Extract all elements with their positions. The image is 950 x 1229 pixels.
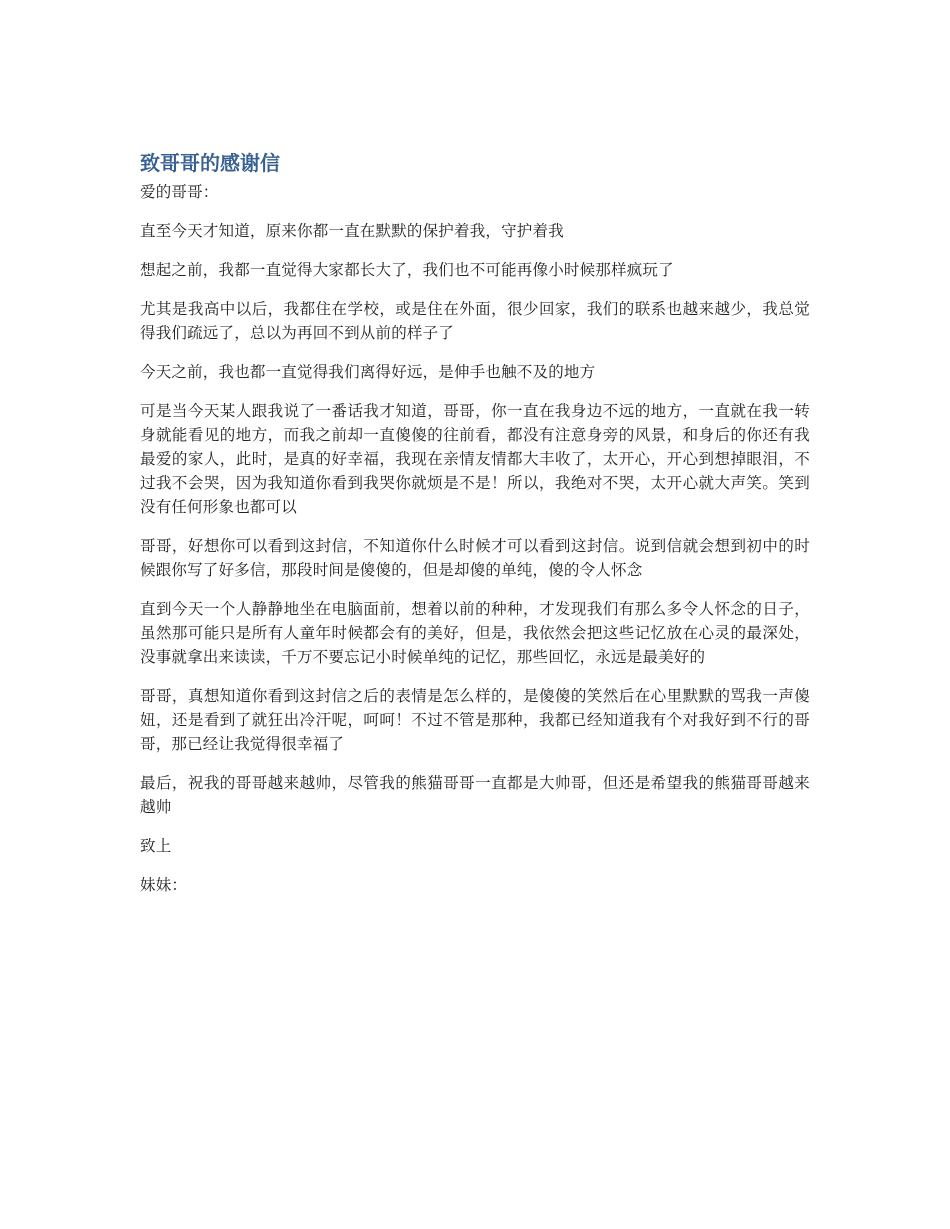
letter-paragraph: 直至今天才知道，原来你都一直在默默的保护着我，守护着我 [140,222,564,240]
letter-salutation: 爱的哥哥： [140,183,219,201]
letter-paragraph: 直到今天一个人静静地坐在电脑面前，想着以前的种种，才发现我们有那么多令人怀念的日子，虽然那可能只是所有人童年时候都会有的美好，但是，我依然会把这些记忆放在心灵的最深处，没事就拿出来读读，千万不要忘记小时候单纯的记忆，那些回忆，永远是最美好的 [140,600,810,666]
letter-closing: 致上 [140,837,172,855]
page-title: 致哥哥的感谢信 [140,151,280,175]
letter-paragraph: 可是当今天某人跟我说了一番话我才知道，哥哥，你一直在我身边不远的地方，一直就在我一转身就能看见的地方，而我之前却一直傻傻的往前看，都没有注意身旁的风景，和身后的你还有我最爱的家人，此时，是真的好幸福，我现在亲情友情都大丰收了，太开心，开心到想掉眼泪，不过我不会哭，因为我知道你看到我哭你就烦是不是！所以，我绝对不哭，太开心就大声笑。笑到没有任何形象也都可以 [140,402,810,516]
letter-signature: 妹妹： [140,876,188,894]
letter-paragraph: 今天之前，我也都一直觉得我们离得好远，是伸手也触不及的地方 [140,363,596,381]
letter-paragraph: 最后，祝我的哥哥越来越帅，尽管我的熊猫哥哥一直都是大帅哥，但还是希望我的熊猫哥哥越来越帅 [140,774,810,816]
letter-paragraph: 哥哥，真想知道你看到这封信之后的表情是怎么样的，是傻傻的笑然后在心里默默的骂我一声傻妞，还是看到了就狂出冷汗呢，呵呵！不过不管是那种，我都已经知道我有个对我好到不行的哥哥，那已经让我觉得很幸福了 [140,687,810,753]
letter-paragraph: 想起之前，我都一直觉得大家都长大了，我们也不可能再像小时候那样疯玩了 [140,261,674,279]
letter-paragraph: 尤其是我高中以后，我都住在学校，或是住在外面，很少回家，我们的联系也越来越少，我总觉得我们疏远了，总以为再回不到从前的样子了 [140,300,810,342]
letter-paragraph: 哥哥，好想你可以看到这封信，不知道你什么时候才可以看到这封信。说到信就会想到初中的时候跟你写了好多信，那段时间是傻傻的，但是却傻的单纯，傻的令人怀念 [140,537,810,579]
letter-page [140,148,810,912]
